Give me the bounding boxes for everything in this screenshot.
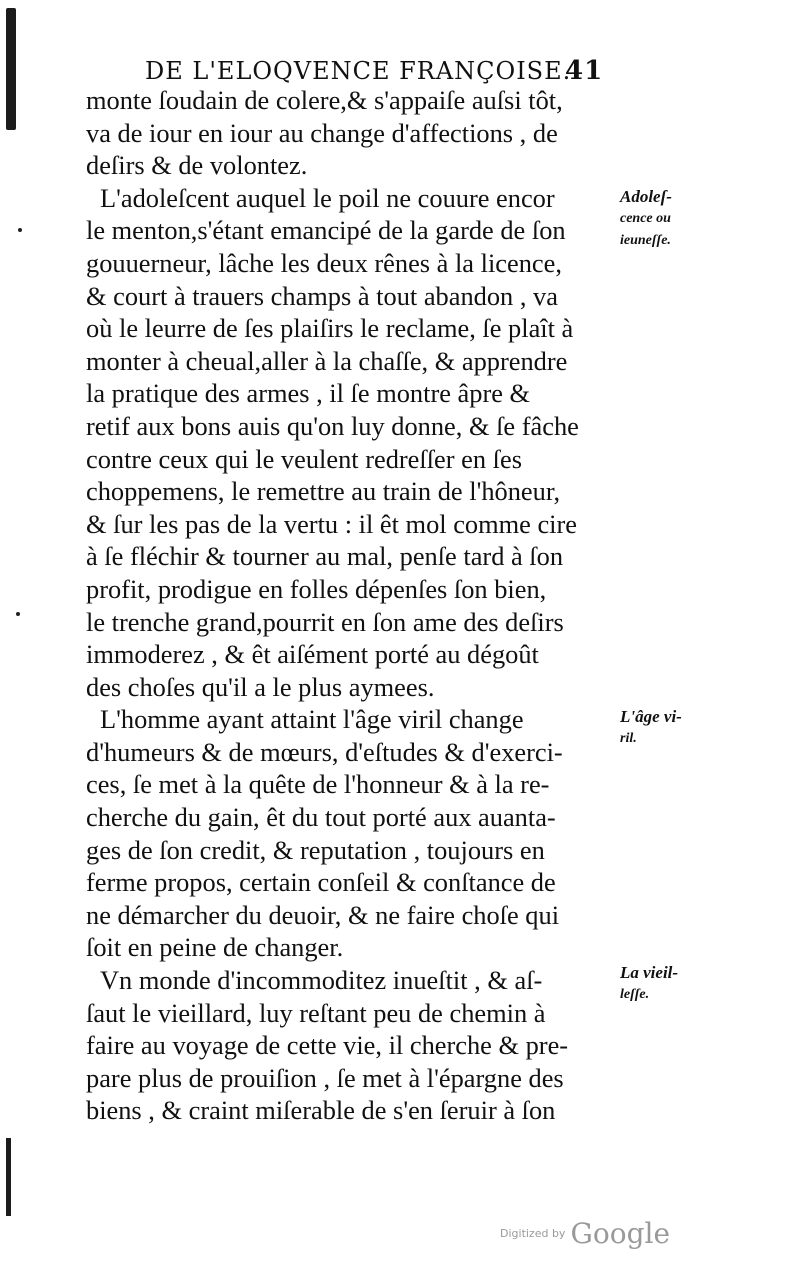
margin-note-line: cence ou xyxy=(620,211,671,226)
text-line: d'humeurs & de mœurs, d'eſtudes & d'exerci- xyxy=(86,736,563,767)
watermark-prefix: Digitized by xyxy=(500,1227,566,1240)
margin-note-vieillesse xyxy=(620,962,710,1006)
text-line: cherche du gain, êt du tout porté aux auanta- xyxy=(86,802,556,833)
margin-note-line: ieuneſſe. xyxy=(620,233,671,248)
text-line: retif aux bons auis qu'on luy donne, & ſe fâche xyxy=(86,410,579,441)
text-line: deſirs & de volontez. xyxy=(86,150,308,181)
margin-note-line: Adoleſ- xyxy=(620,187,672,206)
text-line: contre ceux qui le veulent redreſſer en ſes xyxy=(86,443,522,474)
text-line: L'homme ayant attaint l'âge viril change xyxy=(100,704,524,735)
running-head-title: DE L'ELOQVENCE FRANÇOISE. xyxy=(145,57,572,85)
ink-speck xyxy=(16,612,20,616)
text-line: ſaut le vieillard, luy reſtant peu de chemin à xyxy=(86,997,546,1028)
margin-note-line: L'âge vi- xyxy=(620,707,682,726)
body-text xyxy=(86,84,616,1127)
text-line: & court à trauers champs à tout abandon , va xyxy=(86,280,558,311)
google-logo: Google xyxy=(570,1217,671,1250)
page-number: 41 xyxy=(565,56,604,86)
text-line: pare plus de prouiſion , ſe met à l'épargne des xyxy=(86,1062,564,1093)
text-line: va de iour en iour au change d'affections , de xyxy=(86,117,558,148)
digitized-watermark xyxy=(500,1217,670,1257)
text-line: à ſe fléchir & tourner au mal, penſe tard à ſon xyxy=(86,541,564,572)
text-line: Vn monde d'incommoditez inueſtit , & aſ- xyxy=(100,965,543,996)
text-line: biens , & craint miſerable de s'en ſeruir à ſon xyxy=(86,1095,556,1126)
text-line: ces, ſe met à la quête de l'honneur & à la re- xyxy=(86,769,550,800)
binding-shadow-bottom xyxy=(6,1138,11,1216)
margin-note-age-viril xyxy=(620,706,710,750)
text-line: profit, prodigue en folles dépenſes ſon bien, xyxy=(86,573,547,604)
binding-shadow-top xyxy=(6,8,16,130)
text-line: faire au voyage de cette vie, il cherche & pre- xyxy=(86,1030,569,1061)
text-line: gouuerneur, lâche les deux rênes à la licence, xyxy=(86,247,562,278)
text-line: monter à cheual,aller à la chaſſe, & apprendre xyxy=(86,345,568,376)
text-line: L'adoleſcent auquel le poil ne couure encor xyxy=(100,182,555,213)
margin-note-adolescence xyxy=(620,186,710,252)
margin-note-line: ril. xyxy=(620,731,637,746)
ink-speck xyxy=(18,228,22,232)
text-line: ges de ſon credit, & reputation , toujours en xyxy=(86,834,545,865)
text-line: ferme propos, certain conſeil & conſtance de xyxy=(86,867,556,898)
text-line: des choſes qu'il a le plus aymees. xyxy=(86,671,435,702)
text-line: la pratique des armes , il ſe montre âpre & xyxy=(86,378,531,409)
margin-note-line: La vieil- xyxy=(620,963,679,982)
running-head xyxy=(145,56,615,86)
margin-note-line: leſſe. xyxy=(620,987,650,1002)
text-line: le menton,s'étant emancipé de la garde de ſon xyxy=(86,215,566,246)
text-line: & ſur les pas de la vertu : il êt mol comme cire xyxy=(86,508,578,539)
text-line: ne démarcher du deuoir, & ne faire choſe qui xyxy=(86,899,560,930)
text-line: monte ſoudain de colere,& s'appaiſe auſsi tôt, xyxy=(86,85,563,115)
text-line: immoderez , & êt aiſément porté au dégoût xyxy=(86,639,539,670)
text-line: où le leurre de ſes plaiſirs le reclame, ſe plaît à xyxy=(86,313,574,344)
text-line: le trenche grand,pourrit en ſon ame des deſirs xyxy=(86,606,564,637)
text-line: ſoit en peine de changer. xyxy=(86,932,344,963)
text-line: choppemens, le remettre au train de l'hôneur, xyxy=(86,476,561,507)
